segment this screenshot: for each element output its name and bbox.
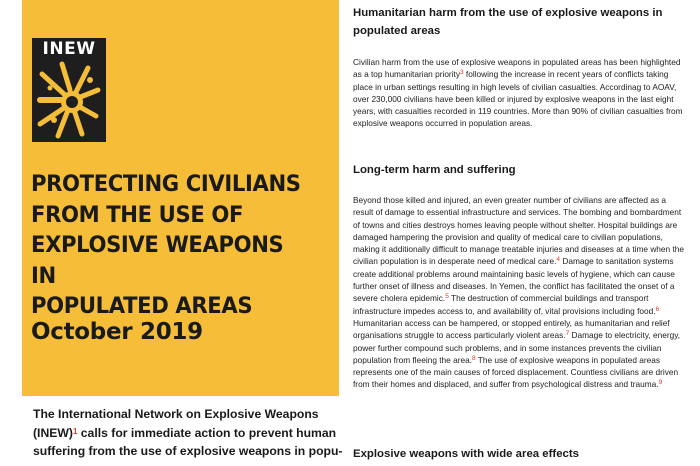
report-date: October 2019 [31,319,203,345]
logo-text: INEW [42,39,96,59]
paragraph-text: following the increase in recent years of conflicts taking place in urban settings resulting in high levels of civilian casualties. Accordinag to AOAV, over 230,000 civilians have been killed or injured by explosive weapons in the last eight years, with casualties recorded in 119 countries. More than 90% of civilian casualties from explosive weapons occurred in population areas. [353,69,683,129]
section-paragraph [353,194,686,391]
paragraph-text: Damage to sanitation systems create additional problems around maintaining basic levels of hygiene, which can cause further onset of illness and diseases. In Yemen, the conflict has facilitated the onset of a severe cholera epidemic. [353,256,675,304]
section-paragraph [353,56,686,130]
section-heading: Humanitarian harm from the use of explosive weapons in populated areas [353,7,663,37]
inew-logo [32,38,106,142]
footnote-ref: 1 [72,426,78,436]
cover-title [31,169,313,322]
section-heading: Long-term harm and suffering [353,164,516,176]
footnote-ref: 4 [556,256,561,264]
title-line: FROM THE USE OF [31,201,244,228]
paragraph-text: Humanitarian access can be hampered, or stopped entirely, as humanitarian and relief organisations struggle to access particularly violent areas. [353,317,670,341]
intro-text: The International Network on Explosive Weapons (INEW) [33,407,319,440]
paragraph-text: Civilian harm from the use of explosive weapons in populated areas has been highlighted as a top humanitarian priority [353,57,681,80]
title-line: PROTECTING CIVILIANS [31,171,301,197]
explosion-icon [32,60,106,142]
footnote-ref: 7 [565,330,570,338]
title-line: POPULATED AREAS [31,293,253,319]
paragraph-text: The destruction of commercial buildings and transport infrastructure impedes access to, and availability of, vital provisions including food. [353,293,656,316]
footnote-ref: 5 [445,293,449,301]
footnote-ref: 6 [655,305,660,313]
section-heading: Explosive weapons with wide area effects [353,448,579,460]
intro-paragraph [33,405,343,461]
footnote-ref: 9 [658,379,663,387]
paragraph-text: The use of explosive weapons in populated areas represents one of the main causes of forced displacement. Countless civilians are driven from their homes and displaced, and suffer from psychological distress and trauma. [353,354,679,390]
title-line: EXPLOSIVE WEAPONS IN [31,232,284,289]
footnote-ref: 8 [472,354,476,362]
footnote-ref: 3 [460,69,464,77]
intro-text: calls for immediate action to prevent human suffering from the use of explosive weapons in popu- [33,425,343,458]
paragraph-text: Beyond those killed and injured, an even greater number of civilians are affected as a result of damage to essential infrastructure and services. The bombing and bombardment of towns and cities destroys homes leaving people without shelter. Hospital buildings are damaged hampering the provision and quality of medical care to civilian populations, making it additionally difficult to manage treatable injuries and diseases at a time when the civilian population is in desperate need of medical care. [353,195,684,267]
paragraph-text: Damage to electricity, energy, power further compound such problems, and in some instances prevents the civilian population from fleeing the area. [353,330,681,365]
